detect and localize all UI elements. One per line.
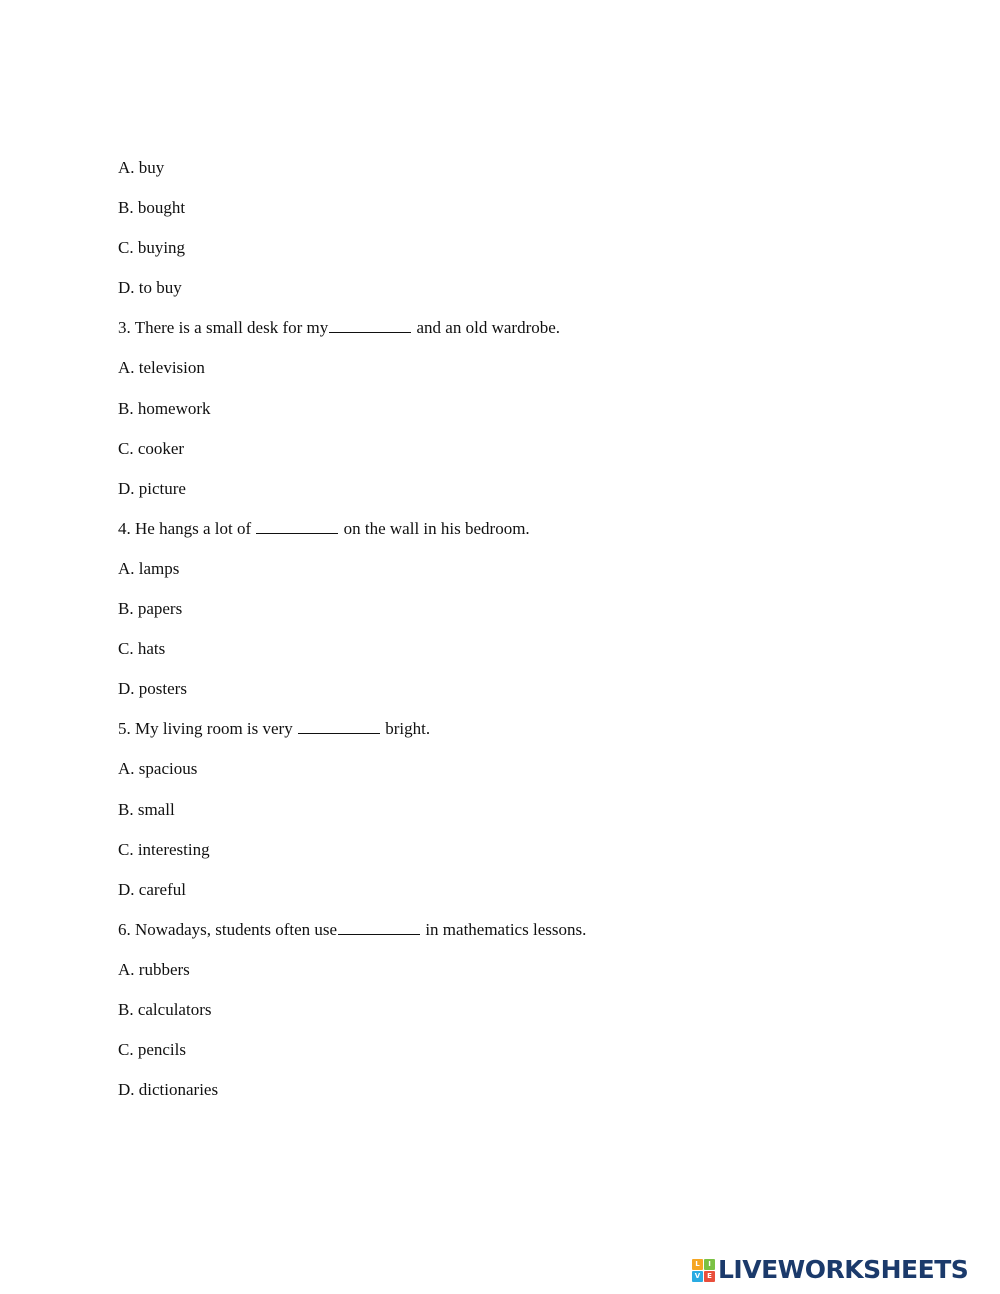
question-6-blank[interactable]: [338, 919, 420, 935]
q4-option-c: C. hats: [118, 639, 166, 659]
question-6-text-before: 6. Nowadays, students often use: [118, 919, 338, 939]
worksheet-content: [118, 156, 918, 1118]
q4-option-d: D. posters: [118, 679, 187, 699]
liveworksheets-brand: [692, 1256, 968, 1284]
q4-option-a: A. lamps: [118, 558, 180, 578]
q4-option-b: B. papers: [118, 599, 183, 619]
question-3-blank[interactable]: [329, 317, 411, 333]
question-3-text-after: and an old wardrobe.: [412, 318, 561, 338]
question-4-text-after: on the wall in his bedroom.: [339, 518, 530, 538]
q2-option-b: B. bought: [118, 198, 186, 218]
question-4-blank[interactable]: [256, 518, 338, 534]
logo-tile-v: V: [692, 1271, 703, 1282]
q3-option-d: D. picture: [118, 478, 186, 498]
q3-option-b: B. homework: [118, 398, 211, 418]
question-4: [118, 517, 918, 557]
q2-option-c: C. buying: [118, 238, 186, 258]
question-4-text-before: 4. He hangs a lot of: [118, 518, 256, 538]
question-5-text-before: 5. My living room is very: [118, 719, 297, 739]
logo-tile-i: I: [704, 1259, 715, 1270]
q6-option-b: B. calculators: [118, 999, 212, 1019]
q2-option-a: A. buy: [118, 158, 165, 177]
logo-tile-e: E: [704, 1271, 715, 1282]
brand-name: LIVEWORKSHEETS: [718, 1255, 969, 1284]
q2-option-d: D. to buy: [118, 278, 182, 298]
q3-option-a: A. television: [118, 358, 205, 378]
question-3-text-before: 3. There is a small desk for my: [118, 318, 329, 338]
q6-option-a: A. rubbers: [118, 959, 190, 979]
liveworksheets-logo-icon: [692, 1259, 715, 1282]
question-5: [118, 717, 918, 757]
question-6-text-after: in mathematics lessons.: [421, 919, 587, 939]
q5-option-d: D. careful: [118, 879, 186, 899]
q6-option-d: D. dictionaries: [118, 1080, 219, 1100]
question-6: [118, 918, 918, 958]
question-3: [118, 316, 918, 356]
q5-option-b: B. small: [118, 799, 175, 819]
q5-option-a: A. spacious: [118, 759, 198, 779]
q3-option-c: C. cooker: [118, 438, 185, 458]
question-5-text-after: bright.: [380, 719, 431, 739]
logo-tile-l: L: [692, 1259, 703, 1270]
question-5-blank[interactable]: [298, 718, 380, 734]
q5-option-c: C. interesting: [118, 839, 210, 859]
q6-option-c: C. pencils: [118, 1040, 186, 1060]
